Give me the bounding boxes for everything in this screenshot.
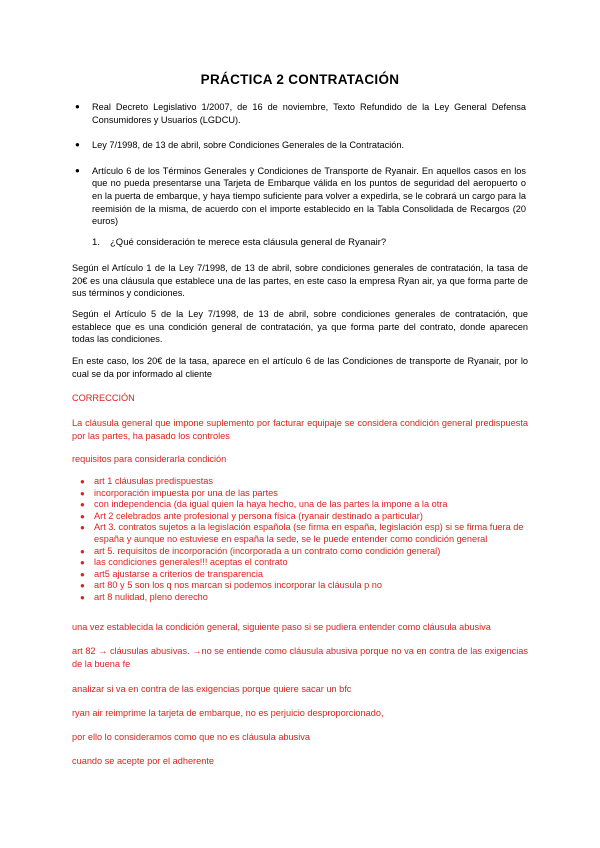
list-item: ● las condiciones generales!!! aceptas el contrato [80,557,288,568]
correction-line: ryan air reimprime la tarjeta de embarque, no es perjuicio desproporcionado, [72,708,384,718]
bullet-icon: ● [75,165,80,175]
list-item: ● Art 2 celebrados ante profesional y persona física (ryanair destinado a particular) [80,510,423,521]
correction-heading: CORRECCIÓN [72,393,135,403]
bullet-icon: ● [80,500,85,510]
correction-line: analizar si va en contra de las exigencias porque quiere sacar un bfc [72,684,352,694]
list-item: ● art 80 y 5 son los q nos marcan si podemos incorporar la cláusula p no [80,580,383,591]
list-item: ● art 5. requisitos de incorporación (incorporada a un contrato como condición general) [80,545,441,556]
correction-line: una vez establecida la condición general, siguiente paso si se pudiera entender como cláusula abusiva [72,622,491,632]
correction-line: por ello lo consideramos como que no es cláusula abusiva [72,732,310,742]
list-item: ● art 1 cláusulas predispuestas [80,476,213,486]
question-text: ¿Qué consideración te merece esta cláusula general de Ryanair? [110,237,387,248]
correction-line: art 82 → cláusulas abusivas. →no se entiende como cláusula abusiva porque no va en contra de las exigencias de la buena fe [72,646,528,669]
list-item: ● Art 3. contratos sujetos a la legislación española (se firma en españa, legislación esp) si se firma fuera de españa y aunque no estuviese en españa la sede, se le puede entender como condición general [80,522,524,544]
bullet-icon: ● [75,102,80,111]
legal-references-list [75,101,526,241]
list-item: ● con independencia (da igual quien la haya hecho, una de las partes la impone a la otra [80,499,448,510]
bullet-icon: ● [80,511,85,521]
list-item: ● Artículo 6 de los Términos Generales y Condiciones de Transporte de Ryanair. En aquellos casos en los que no pueda presentarse una Tarjeta de Embarque válida en los puntos de seguridad del aeropuerto o en la puerta de embarque, y haya tiempo suficiente para volver a expedirla, se le cobrará un cargo para la reemisión de la misma, de acuerdo con el importe establecido en la Tabla Consolidada de Recargos (20 euros) [75,165,526,227]
correction-line: cuando se acepte por el adherente [72,756,215,766]
bullet-icon: ● [80,546,85,556]
bullet-icon: ● [75,140,80,150]
bullet-icon: ● [80,581,85,591]
list-item: ● Real Decreto Legislativo 1/2007, de 16 de noviembre, Texto Refundido de la Ley General Defensa Consumidores y Usuarios (LGDCU). [75,102,526,125]
bullet-icon: ● [80,592,85,602]
answer-paragraph: En este caso, los 20€ de la tasa, aparece en el artículo 6 de las Condiciones de transporte de Ryanair, por lo cual se da por informado al cliente [72,356,528,379]
bullet-icon: ● [80,569,85,579]
requisites-list [80,476,530,604]
answer-paragraph: Según el Artículo 1 de la Ley 7/1998, de 13 de abril, sobre condiciones generales de contratación, la tasa de 20€ es una cláusula que establece una de las partes, en este caso la empresa Ryan air, ya que forma parte de sus términos y condiciones. [72,263,528,299]
question-number: 1. [92,237,100,248]
bullet-icon: ● [80,558,85,568]
bullet-icon: ● [80,477,85,486]
answer-paragraph: Según el Artículo 5 de la Ley 7/1998, de 13 de abril, sobre condiciones generales de contratación, que establece que es una condición general de contratación, ya que forma parte del contrato, donde aparecen todas las condiciones. [72,309,528,345]
bullet-icon: ● [80,488,85,498]
page-title: PRÁCTICA 2 CONTRATACIÓN [200,72,400,87]
bullet-icon: ● [80,523,85,533]
list-item: ● Ley 7/1998, de 13 de abril, sobre Condiciones Generales de la Contratación. [75,140,405,151]
list-item: ● art 8 nulidad, pleno derecho [80,591,208,602]
list-item: ● incorporación impuesta por una de las partes [80,487,278,498]
requisites-label: requisitos para considerarla condición [72,454,227,464]
list-item: ● art5 ajustarse a criterios de transparencia [80,568,264,579]
correction-intro: La cláusula general que impone suplemento por facturar equipaje se considera condición general predispuesta por las partes, ha pasado los controles [72,418,528,441]
